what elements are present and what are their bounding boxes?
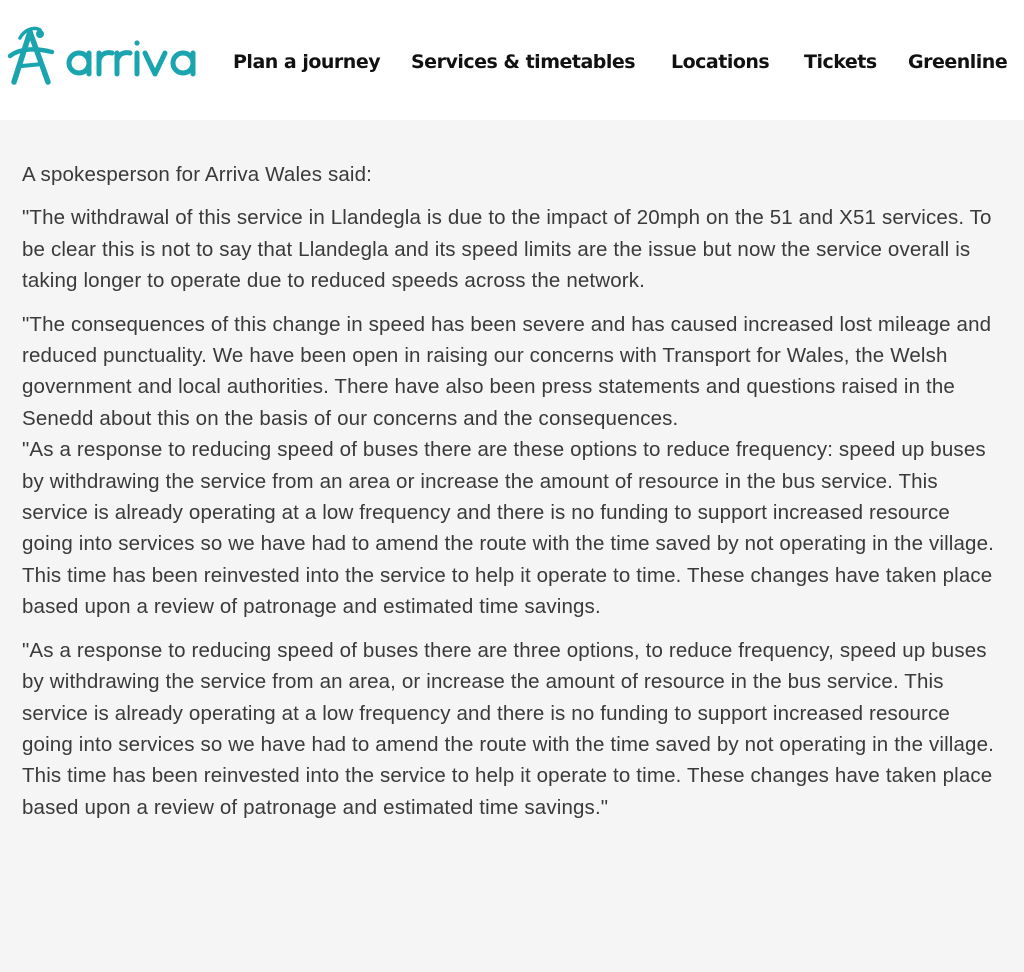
article-paragraph-withdrawal: "The withdrawal of this service in Llandegla is due to the impact of 20mph on the 51 and X51 services. To be clear this is not to say that Llandegla and its speed limits are the issue but now the service overall is taking longer to operate due to reduced speeds across the network. (22, 206, 992, 293)
nav-locations[interactable]: Locations (671, 51, 770, 73)
nav-plan-a-journey[interactable]: Plan a journey (233, 51, 381, 73)
nav-services-timetables[interactable]: Services & timetables (411, 51, 636, 73)
article-paragraph-response-options: "As a response to reducing speed of buses there are these options to reduce frequency: speed up buses by withdrawing the service from an area or increase the amount of resource in the bus service. This service is already operating at a low frequency and there is no funding to support increased resource going into services so we have had to amend the route with the time saved by not operating in the village. This time has been reinvested into the service to help it operate to time. These changes have taken place based upon a review of patronage and estimated time savings. (22, 438, 995, 619)
nav-greenline[interactable]: Greenline (908, 51, 1008, 73)
main-nav (0, 47, 1024, 77)
article-paragraph-consequences: "The consequences of this change in speed has been severe and has caused increased lost mileage and reduced punctuality. We have been open in raising our concerns with Transport for Wales, the Welsh government and local authorities. There have also been press statements and questions raised in the Senedd about this on the basis of our concerns and the consequences. (22, 312, 992, 430)
article-body (0, 120, 1024, 823)
nav-tickets[interactable]: Tickets (804, 51, 877, 73)
site-header (0, 0, 1024, 120)
article-paragraph-response-three-options: "As a response to reducing speed of buses there are three options, to reduce frequency, speed up buses by withdrawing the service from an area, or increase the amount of resource in the bus service. This service is already operating at a low frequency and there is no funding to support increased resource going into services so we have had to amend the route with the time saved by not operating in the village. This time has been reinvested into the service to help it operate to time. These changes have taken place based upon a review of patronage and estimated time savings." (22, 638, 995, 819)
article-paragraph-intro: A spokesperson for Arriva Wales said: (22, 163, 373, 186)
